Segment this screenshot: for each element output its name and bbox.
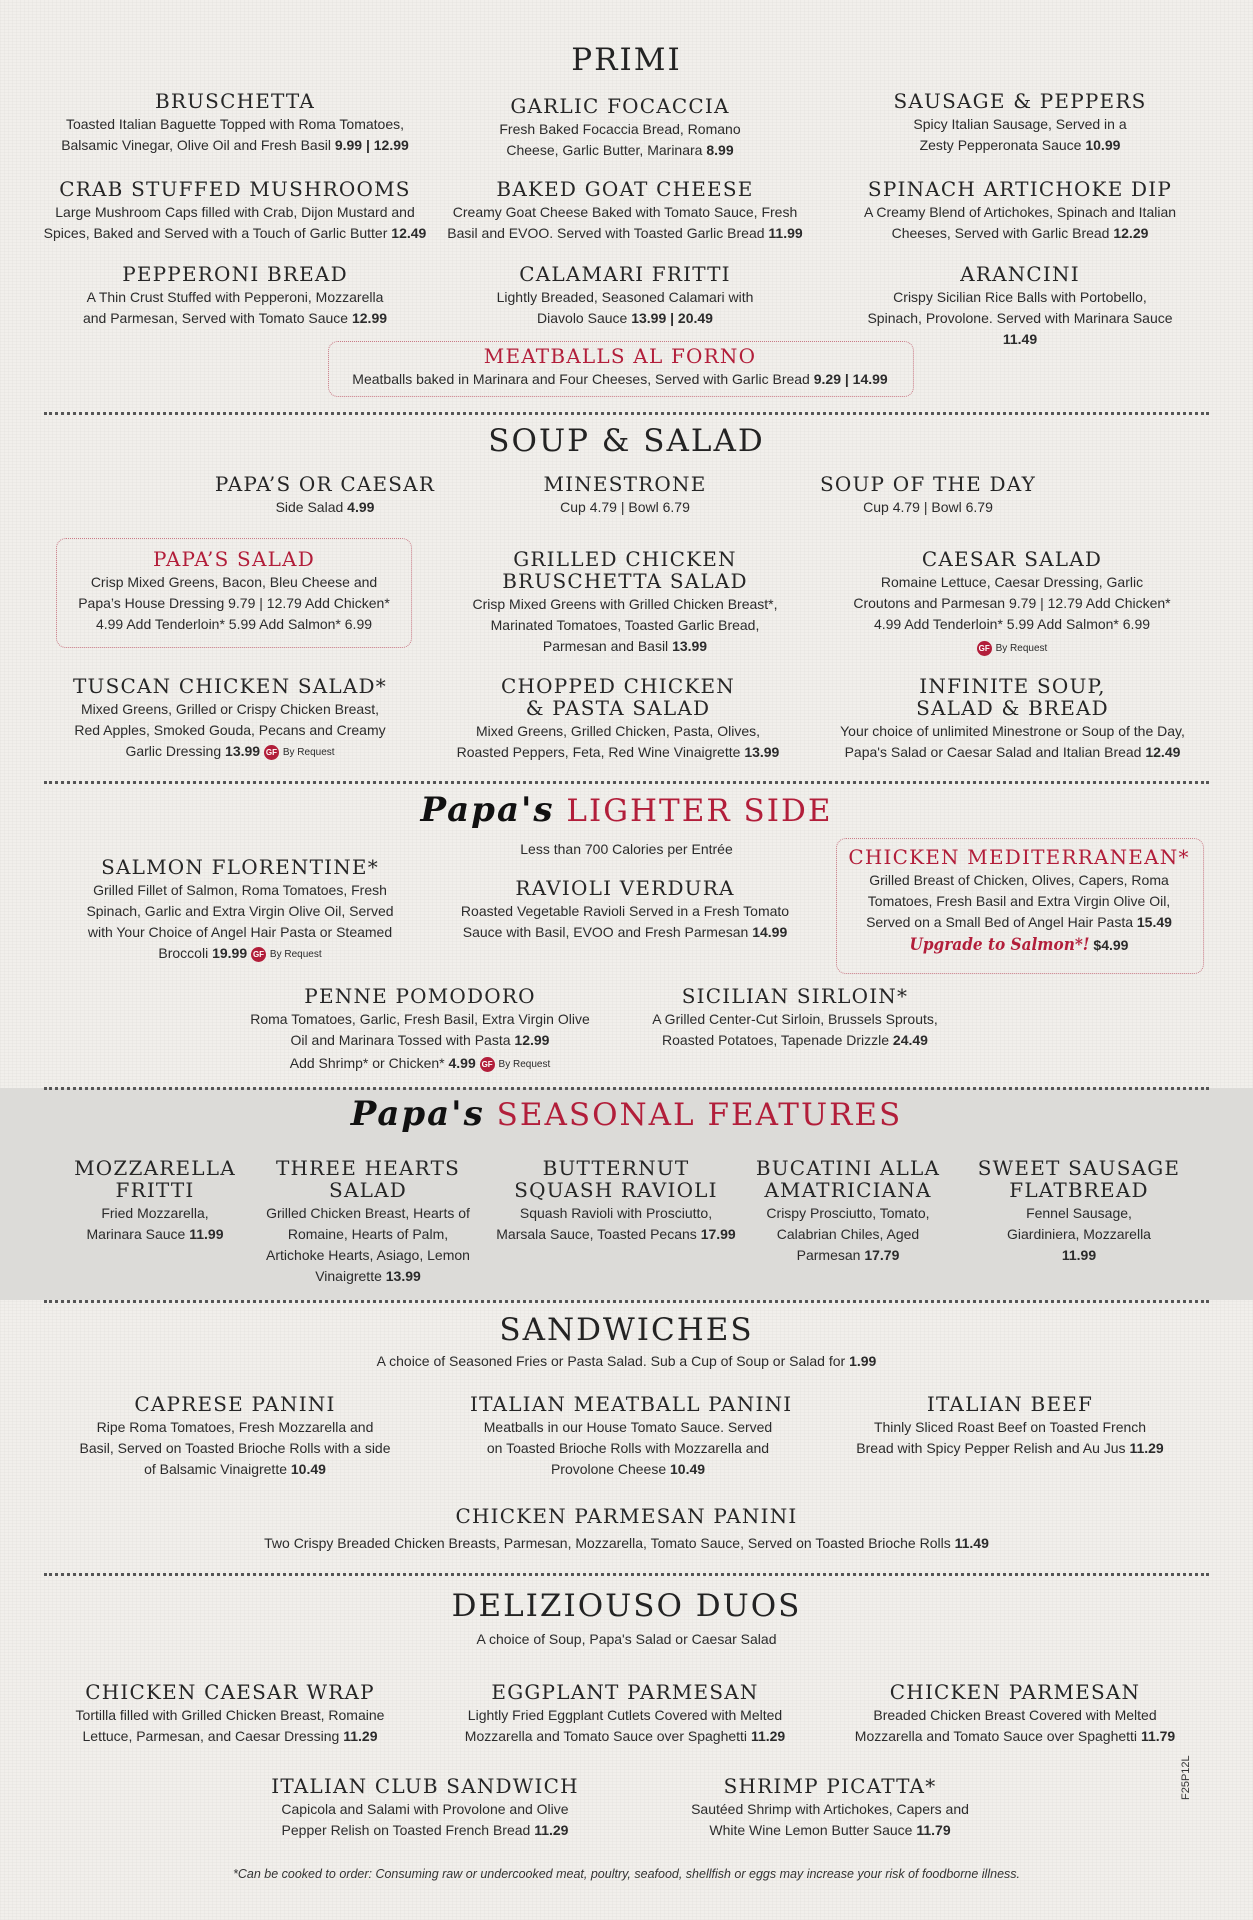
item-desc: Lightly Fried Eggplant Cutlets Covered with Melted Mozzarella and Tomato Sauce over Spaghetti bbox=[464, 1707, 783, 1744]
section-title-soup-salad: SOUP & SALAD bbox=[488, 423, 765, 459]
item-desc: Mixed Greens, Grilled Chicken, Pasta, Olives, Roasted Peppers, Feta, Red Wine Vinaigrette bbox=[456, 723, 760, 760]
item-price: 11.99 bbox=[1061, 1247, 1097, 1263]
section-divider bbox=[44, 1573, 1209, 1576]
item-price: 4.99 bbox=[347, 499, 375, 515]
menu-item bbox=[270, 1775, 580, 1841]
item-name-line1: MOZZARELLA bbox=[74, 1156, 236, 1180]
item-price: 11.79 bbox=[916, 1822, 951, 1838]
item-name-line2: FLATBREAD bbox=[1009, 1178, 1149, 1202]
menu-item bbox=[800, 473, 1056, 518]
menu-item bbox=[850, 178, 1190, 244]
section-divider bbox=[44, 1087, 1209, 1090]
item-name: SHRIMP PICATTA* bbox=[723, 1774, 937, 1798]
item-name: CHOPPED CHICKEN & PASTA SALAD bbox=[500, 674, 736, 720]
item-price: 10.99 bbox=[1085, 137, 1121, 153]
item-desc: Mixed Greens, Grilled or Crispy Chicken Breast, Red Apples, Smoked Gouda, Pecans and Creamy Garlic Dressing bbox=[74, 701, 386, 759]
menu-item bbox=[460, 1681, 790, 1747]
item-desc: Squash Ravioli with Prosciutto, Marsala Sauce, Toasted Pecans bbox=[496, 1205, 713, 1242]
item-desc: Lightly Breaded, Seasoned Calamari with Diavolo Sauce bbox=[496, 289, 754, 326]
item-price: 15.49 bbox=[1136, 914, 1172, 930]
item-price: 10.49 bbox=[670, 1461, 706, 1477]
papas-script: Papa's bbox=[420, 790, 555, 830]
menu-item bbox=[40, 178, 430, 244]
item-name-line1: BUTTERNUT bbox=[542, 1156, 690, 1180]
item-desc: Grilled Breast of Chicken, Olives, Capers, Roma Tomatoes, Fresh Basil and Extra Virgin Olive Oil, Served on a Small Bed of Angel Hair Pasta bbox=[866, 872, 1171, 930]
item-price: 17.79 bbox=[864, 1247, 900, 1263]
menu-item bbox=[60, 1157, 250, 1245]
menu-item bbox=[494, 1157, 738, 1245]
gluten-free-icon: GF bbox=[251, 947, 266, 962]
item-desc: Cup 4.79 | Bowl 6.79 bbox=[560, 499, 690, 515]
item-desc: Two Crispy Breaded Chicken Breasts, Parmesan, Mozzarella, Tomato Sauce, Served on Toasted Brioche Rolls bbox=[264, 1535, 951, 1551]
item-name: PAPA’S OR CAESAR bbox=[214, 472, 436, 496]
item-desc: Spicy Italian Sausage, Served in a Zesty Pepperonata Sauce bbox=[913, 116, 1127, 153]
item-price: 8.99 bbox=[706, 142, 734, 158]
item-price: 11.99 bbox=[189, 1226, 224, 1242]
item-desc: A Thin Crust Stuffed with Pepperoni, Mozzarella and Parmesan, Served with Tomato Sauce bbox=[82, 289, 384, 326]
item-name: SPINACH ARTICHOKE DIP bbox=[867, 177, 1173, 201]
item-name-line1: BUCATINI ALLA bbox=[755, 1156, 941, 1180]
item-desc: Crispy Prosciutto, Tomato, Calabrian Chiles, Aged Parmesan bbox=[766, 1205, 930, 1263]
menu-item bbox=[60, 1681, 400, 1747]
item-name: ITALIAN MEATBALL PANINI bbox=[470, 1392, 793, 1416]
item-name: CAESAR SALAD bbox=[921, 547, 1103, 571]
item-name: ITALIAN CLUB SANDWICH bbox=[271, 1774, 579, 1798]
menu-item bbox=[40, 263, 430, 329]
menu-item bbox=[680, 1775, 980, 1841]
upgrade-price: $4.99 bbox=[1093, 937, 1129, 953]
item-desc: Crispy Sicilian Rice Balls with Portobello, Spinach, Provolone. Served with Marinara Sauce bbox=[867, 289, 1173, 326]
gluten-free-icon: GF bbox=[977, 641, 992, 656]
item-price: 13.99 bbox=[385, 1268, 421, 1284]
item-desc: Grilled Chicken Breast, Hearts of Romaine, Hearts of Palm, Artichoke Hearts, Asiago, Lemon Vinaigrette bbox=[266, 1205, 470, 1284]
item-price: 9.29 | 14.99 bbox=[813, 371, 888, 387]
item-desc: Large Mushroom Caps filled with Crab, Dijon Mustard and Spices, Baked and Served with a Touch of Garlic Butter bbox=[43, 204, 415, 241]
menu-item bbox=[440, 877, 810, 943]
item-price: 12.49 bbox=[1145, 744, 1181, 760]
item-name: GARLIC FOCACCIA bbox=[510, 94, 730, 118]
section-divider bbox=[44, 412, 1209, 415]
section-divider bbox=[44, 1300, 1209, 1303]
item-desc: Thinly Sliced Roast Beef on Toasted French Bread with Spicy Pepper Relish and Au Jus bbox=[856, 1419, 1147, 1456]
item-name: INFINITE SOUP, SALAD & BREAD bbox=[916, 674, 1109, 720]
item-desc: A Creamy Blend of Artichokes, Spinach and Italian Cheeses, Served with Garlic Bread bbox=[863, 204, 1177, 241]
item-name-line2: SALAD bbox=[329, 1178, 407, 1202]
item-price: 11.79 bbox=[1140, 1728, 1176, 1744]
section-subtitle: Less than 700 Calories per Entrée bbox=[520, 841, 733, 857]
item-name: SALMON FLORENTINE* bbox=[101, 855, 379, 879]
papas-script: Papa's bbox=[350, 1094, 485, 1134]
menu-item bbox=[240, 985, 600, 1075]
item-desc: Breaded Chicken Breast Covered with Melted Mozzarella and Tomato Sauce over Spaghetti bbox=[854, 1707, 1157, 1744]
section-title-seasonal bbox=[0, 1094, 1253, 1134]
item-name-line1: SWEET SAUSAGE bbox=[977, 1156, 1181, 1180]
item-name: SOUP OF THE DAY bbox=[819, 472, 1036, 496]
item-name: ITALIAN BEEF bbox=[926, 1392, 1094, 1416]
item-price: 24.49 bbox=[892, 1032, 928, 1048]
item-name: MEATBALLS AL FORNO bbox=[483, 344, 757, 368]
item-name: RAVIOLI VERDURA bbox=[515, 876, 735, 900]
item-desc: Tortilla filled with Grilled Chicken Breast, Romaine Lettuce, Parmesan, and Caesar Dressing bbox=[75, 1707, 385, 1744]
menu-item bbox=[80, 856, 400, 965]
section-title-lighter-side bbox=[0, 790, 1253, 830]
item-desc: Cup 4.79 | Bowl 6.79 bbox=[863, 499, 993, 515]
item-name: CHICKEN PARMESAN PANINI bbox=[455, 1504, 798, 1528]
item-name: PEPPERONI BREAD bbox=[122, 262, 348, 286]
item-price: 12.29 bbox=[1113, 225, 1149, 241]
item-name: MINESTRONE bbox=[543, 472, 707, 496]
item-price: 11.29 bbox=[343, 1728, 378, 1744]
item-name-line1: THREE HEARTS bbox=[275, 1156, 461, 1180]
item-name: CRAB STUFFED MUSHROOMS bbox=[59, 177, 411, 201]
item-name-line2: FRITTI bbox=[115, 1178, 195, 1202]
item-desc: Roma Tomatoes, Garlic, Fresh Basil, Extra Virgin Olive Oil and Marinara Tossed with Pasta bbox=[250, 1011, 590, 1048]
item-desc: Fried Mozzarella, Marinara Sauce bbox=[86, 1205, 209, 1242]
by-request-label: By Request bbox=[282, 746, 335, 758]
item-price: 17.99 bbox=[700, 1226, 736, 1242]
add-on-label: Add Shrimp* or Chicken* bbox=[289, 1055, 445, 1071]
section-divider bbox=[44, 781, 1209, 784]
footer-disclaimer: *Can be cooked to order: Consuming raw or undercooked meat, poultry, seafood, shellfish or eggs may increase your risk of foodborne illness. bbox=[233, 1867, 1020, 1881]
item-price: 12.49 bbox=[391, 225, 427, 241]
section-title-text: LIGHTER SIDE bbox=[566, 793, 833, 829]
item-name: EGGPLANT PARMESAN bbox=[491, 1680, 759, 1704]
menu-item bbox=[60, 675, 400, 763]
menu-item bbox=[64, 548, 404, 635]
item-price: 13.99 bbox=[672, 638, 708, 654]
item-desc: Romaine Lettuce, Caesar Dressing, Garlic Croutons and Parmesan 9.79 | 12.79 Add Chicken* 4.99 Add Tenderloin* 5.99 Add Salmon* 6.99 bbox=[853, 574, 1171, 632]
menu-item bbox=[500, 473, 750, 518]
item-name: PENNE POMODORO bbox=[304, 984, 536, 1008]
item-price: 9.99 | 12.99 bbox=[334, 137, 409, 153]
item-name: CHICKEN MEDITERRANEAN* bbox=[848, 845, 1190, 869]
item-desc: A Grilled Center-Cut Sirloin, Brussels Sprouts, Roasted Potatoes, Tapenade Drizzle bbox=[652, 1011, 938, 1048]
item-desc: Side Salad bbox=[275, 499, 344, 515]
menu-item bbox=[840, 675, 1185, 763]
item-price: 13.99 bbox=[744, 744, 780, 760]
item-desc: Fresh Baked Focaccia Bread, Romano Cheese, Garlic Butter, Marinara bbox=[499, 121, 741, 158]
item-price: 13.99 | 20.49 bbox=[631, 310, 713, 326]
item-name-line2: SQUASH RAVIOLI bbox=[514, 1178, 718, 1202]
item-desc: Capicola and Salami with Provolone and Olive Pepper Relish on Toasted French Bread bbox=[281, 1801, 569, 1838]
item-desc: Meatballs baked in Marinara and Four Cheeses, Served with Garlic Bread bbox=[352, 371, 810, 387]
item-price: 12.99 bbox=[351, 310, 388, 326]
by-request-label: By Request bbox=[995, 642, 1048, 654]
item-desc: Toasted Italian Baguette Topped with Roma Tomatoes, Balsamic Vinegar, Olive Oil and Fresh Basil bbox=[61, 116, 405, 153]
menu-item bbox=[840, 1681, 1190, 1747]
item-desc: Roasted Vegetable Ravioli Served in a Fresh Tomato Sauce with Basil, EVOO and Fresh Parmesan bbox=[460, 903, 790, 940]
gluten-free-icon: GF bbox=[264, 745, 279, 760]
item-desc: Ripe Roma Tomatoes, Fresh Mozzarella and Basil, Served on Toasted Brioche Rolls with a side of Balsamic Vinaigrette bbox=[79, 1419, 391, 1477]
item-name: CHICKEN PARMESAN bbox=[889, 1680, 1141, 1704]
item-price: 11.99 bbox=[768, 225, 803, 241]
section-subtitle: A choice of Soup, Papa's Salad or Caesar Salad bbox=[476, 1631, 777, 1647]
menu-item bbox=[70, 1393, 400, 1480]
menu-item bbox=[850, 1393, 1170, 1459]
menu-item bbox=[190, 473, 460, 518]
item-desc: Meatballs in our House Tomato Sauce. Served on Toasted Brioche Rolls with Mozzarella and Provolone Cheese bbox=[483, 1419, 773, 1477]
item-price: 14.99 bbox=[752, 924, 788, 940]
section-title-duos: DELIZIOUSO DUOS bbox=[451, 1588, 802, 1624]
item-price: 11.29 bbox=[1129, 1440, 1164, 1456]
menu-item bbox=[850, 90, 1190, 156]
item-price: 19.99 bbox=[212, 945, 248, 961]
item-price: 11.29 bbox=[534, 1822, 569, 1838]
item-desc: Grilled Fillet of Salmon, Roma Tomatoes, Fresh Spinach, Garlic and Extra Virgin Olive Oil, Served with Your Choice of Angel Hair Pasta or Steamed Broccoli bbox=[86, 882, 394, 961]
item-name: GRILLED CHICKEN BRUSCHETTA SALAD bbox=[502, 547, 748, 593]
menu-item bbox=[262, 1157, 474, 1287]
item-name: TUSCAN CHICKEN SALAD* bbox=[73, 674, 387, 698]
item-price: 11.49 bbox=[954, 1535, 989, 1551]
item-price: 10.49 bbox=[290, 1461, 326, 1477]
menu-item bbox=[460, 548, 790, 657]
item-name: CHICKEN CAESAR WRAP bbox=[85, 1680, 375, 1704]
item-price: 11.29 bbox=[750, 1728, 786, 1744]
section-title-primi: PRIMI bbox=[571, 42, 682, 78]
item-name: SAUSAGE & PEPPERS bbox=[893, 89, 1147, 113]
item-desc: Crisp Mixed Greens, Bacon, Bleu Cheese and Papa’s House Dressing 9.79 | 12.79 Add Chicken* 4.99 Add Tenderloin* 5.99 Add Salmon* 6.99 bbox=[78, 574, 390, 632]
item-desc: Your choice of unlimited Minestrone or Soup of the Day, Papa's Salad or Caesar Salad and Italian Bread bbox=[840, 723, 1185, 760]
item-name: BRUSCHETTA bbox=[154, 89, 316, 113]
item-price: 13.99 bbox=[225, 743, 261, 759]
section-title-text: SEASONAL FEATURES bbox=[496, 1097, 903, 1133]
by-request-label: By Request bbox=[269, 948, 322, 960]
menu-item bbox=[968, 1157, 1190, 1266]
item-name: PAPA’S SALAD bbox=[153, 547, 315, 571]
menu-code: F25P12L bbox=[1180, 1755, 1192, 1800]
gluten-free-icon: GF bbox=[480, 1057, 495, 1072]
subtitle-price: 1.99 bbox=[849, 1353, 877, 1369]
add-on-price: 4.99 bbox=[448, 1055, 476, 1071]
menu-item bbox=[850, 263, 1190, 350]
by-request-label: By Request bbox=[498, 1058, 551, 1070]
item-desc: Crisp Mixed Greens with Grilled Chicken Breast*, Marinated Tomatoes, Toasted Garlic Bread, Parmesan and Basil bbox=[472, 596, 778, 654]
upgrade-label: Upgrade to Salmon*! bbox=[909, 935, 1090, 955]
item-price: 12.99 bbox=[514, 1032, 550, 1048]
item-name: ARANCINI bbox=[960, 262, 1080, 286]
menu-item bbox=[750, 1157, 946, 1266]
item-desc: Fennel Sausage, Giardiniera, Mozzarella bbox=[1007, 1205, 1151, 1242]
menu-item bbox=[840, 846, 1198, 956]
item-name: CAPRESE PANINI bbox=[134, 1392, 336, 1416]
item-name-line2: AMATRICIANA bbox=[764, 1178, 932, 1202]
item-price: 11.49 bbox=[1002, 331, 1038, 347]
menu-item bbox=[450, 675, 786, 763]
subtitle-text: A choice of Seasoned Fries or Pasta Salad. Sub a Cup of Soup or Salad for bbox=[376, 1353, 846, 1369]
section-title-sandwiches: SANDWICHES bbox=[499, 1312, 754, 1348]
menu-item bbox=[470, 1392, 793, 1480]
menu-item bbox=[842, 548, 1182, 659]
menu-item bbox=[470, 263, 780, 329]
item-name: CALAMARI FRITTI bbox=[519, 262, 731, 286]
menu-item bbox=[630, 985, 960, 1051]
menu-item bbox=[240, 1505, 1013, 1554]
menu-item bbox=[328, 345, 912, 390]
menu-item bbox=[40, 90, 430, 156]
section-subtitle bbox=[0, 1353, 1253, 1369]
item-desc: Sautéed Shrimp with Artichokes, Capers and White Wine Lemon Butter Sauce bbox=[691, 1801, 969, 1838]
menu-item bbox=[440, 95, 800, 161]
item-desc: Creamy Goat Cheese Baked with Tomato Sauce, Fresh Basil and EVOO. Served with Toasted Garlic Bread bbox=[447, 204, 798, 241]
item-name: SICILIAN SIRLOIN* bbox=[681, 984, 909, 1008]
item-name: BAKED GOAT CHEESE bbox=[496, 177, 754, 201]
menu-item bbox=[440, 178, 810, 244]
